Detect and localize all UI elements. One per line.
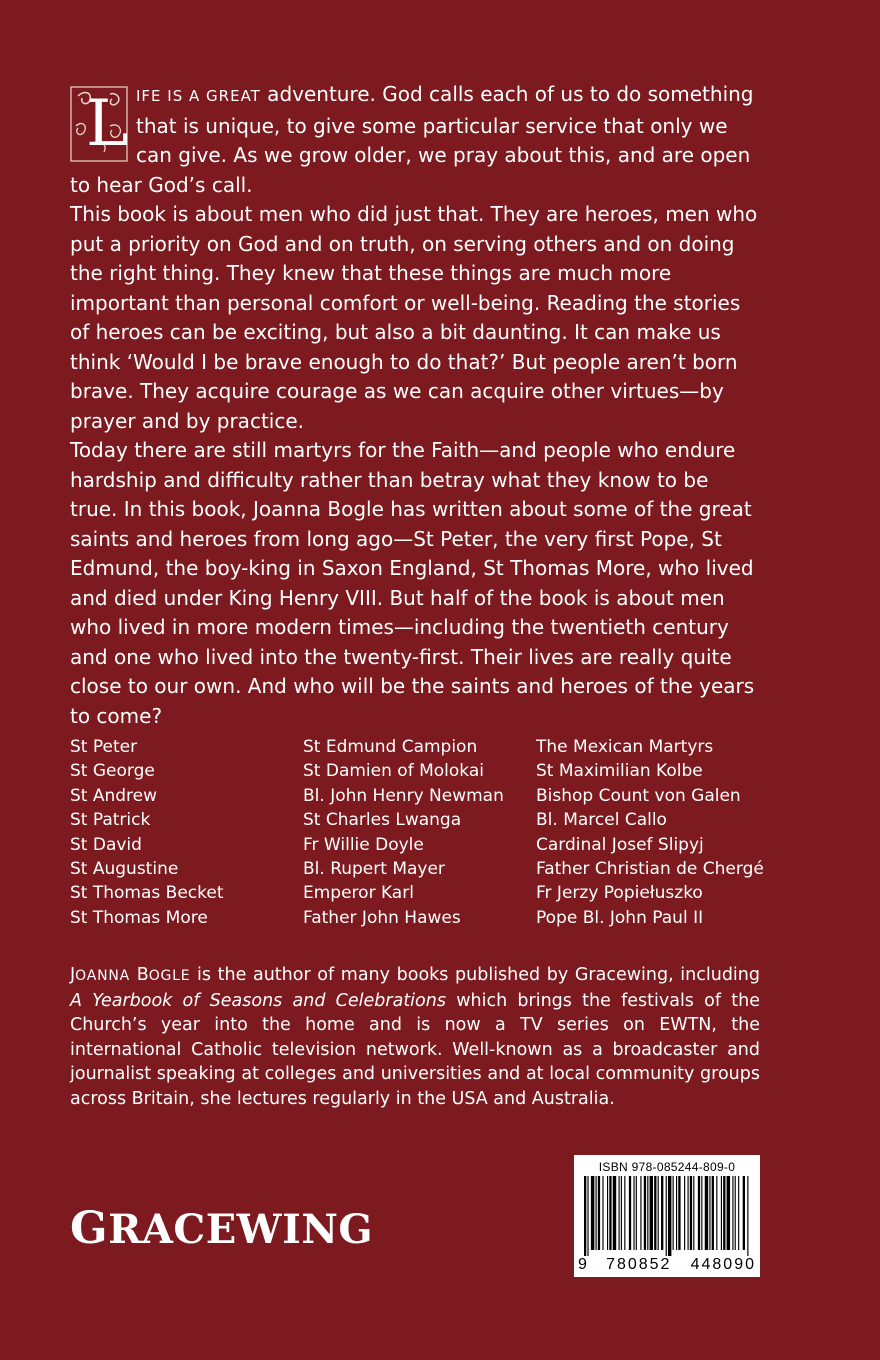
barcode-bar xyxy=(747,1176,748,1256)
hero-name: St David xyxy=(70,834,142,855)
publisher-logo xyxy=(70,1203,373,1254)
hero-name: St Charles Lwanga xyxy=(303,810,462,831)
barcode-bar xyxy=(591,1176,594,1250)
hero-name: St Thomas Becket xyxy=(70,883,224,904)
author-first-rest: OANNA xyxy=(75,968,131,984)
barcode-digits xyxy=(578,1256,756,1274)
author-bio-text-2: which brings the festivals of the Church’s year into the home and is now a TV series on EWTN, the international Catholic television network. Well-known as a broadcaster and journalist speaking at colleges and universities and at local community groups across Britain, she lectures regularly in the USA and Australia. xyxy=(70,990,760,1109)
barcode-bar xyxy=(688,1176,689,1250)
author-first-initial: J xyxy=(70,965,76,985)
barcode-bars-icon xyxy=(584,1176,750,1256)
hero-name: Bl. Rupert Mayer xyxy=(303,859,445,880)
barcode-digit-group: 780852 xyxy=(606,1256,672,1273)
hero-name: St Augustine xyxy=(70,859,179,880)
hero-name: Pope Bl. John Paul II xyxy=(536,907,704,928)
publisher-initial: G xyxy=(70,1203,109,1254)
hero-name: Fr Jerzy Popiełuszko xyxy=(536,883,703,904)
barcode-bar xyxy=(598,1176,600,1250)
hero-name: St Patrick xyxy=(70,810,151,831)
heroes-column-2 xyxy=(303,735,504,930)
barcode-bar xyxy=(721,1176,722,1250)
barcode-digit-group: 9 xyxy=(578,1256,587,1273)
barcode-bar xyxy=(629,1176,631,1250)
barcode-bar xyxy=(743,1176,745,1250)
hero-name: St Peter xyxy=(70,737,138,757)
heroes-column-3 xyxy=(536,735,764,930)
hero-name: Bl. John Henry Newman xyxy=(303,785,504,806)
hero-name: Bl. Marcel Callo xyxy=(536,810,667,831)
author-last-rest: OGLE xyxy=(148,968,191,984)
barcode-bar xyxy=(587,1176,588,1256)
blurb xyxy=(70,80,760,731)
publisher-rest: RACEWING xyxy=(108,1206,374,1253)
barcode-bar xyxy=(666,1176,667,1256)
barcode-bar xyxy=(654,1176,656,1250)
hero-name: St Andrew xyxy=(70,785,158,806)
book-title: A Yearbook of Seasons and Celebrations xyxy=(70,990,446,1011)
barcode-bar xyxy=(709,1176,710,1250)
hero-name: St Thomas More xyxy=(70,907,208,928)
hero-name: St Maximilian Kolbe xyxy=(536,761,703,782)
ornamental-dropcap-l xyxy=(70,86,128,162)
barcode-bar xyxy=(658,1176,659,1250)
barcode-bar xyxy=(607,1176,608,1250)
hero-name: St Edmund Campion xyxy=(303,737,478,757)
barcode-bar xyxy=(624,1176,625,1250)
hero-name: Father John Hawes xyxy=(303,907,461,928)
barcode-bar xyxy=(633,1176,634,1250)
barcode-bar xyxy=(640,1176,641,1250)
heroes-column-1 xyxy=(70,735,224,930)
author-bio-text-1: is the author of many books published by Gracewing, including xyxy=(190,965,760,985)
barcode-bar xyxy=(647,1176,648,1250)
isbn-barcode xyxy=(574,1155,760,1277)
barcode-bar xyxy=(673,1176,674,1250)
opening-smallcaps: IFE IS A GREAT xyxy=(136,87,261,105)
barcode-bar xyxy=(716,1176,717,1250)
barcode-bar xyxy=(596,1176,597,1250)
barcode-bar xyxy=(732,1176,733,1250)
hero-name: Emperor Karl xyxy=(303,883,414,904)
barcode-bar xyxy=(738,1176,739,1250)
barcode-bar xyxy=(723,1176,725,1250)
hero-name: Cardinal Josef Slipyj xyxy=(536,834,704,855)
isbn-label: ISBN 978-085244-809-0 xyxy=(598,1160,736,1174)
blurb-paragraph-2: This book is about men who did just that. They are heroes, men who put a priority on God and on truth, on serving others and on doing the right thing. They knew that these things are much more important than personal comfort or well-being. Reading the stories of heroes can be exciting, but also a bit daunting. It can make us think ‘Would I be brave enough to do that?’ But people aren’t born brave. They acquire courage as we can acquire other virtues—by prayer and by practice. xyxy=(70,202,758,433)
barcode-bar xyxy=(678,1176,680,1250)
hero-name: St George xyxy=(70,761,155,782)
hero-name: Father Christian de Chergé xyxy=(536,859,764,880)
barcode-bar xyxy=(727,1176,730,1250)
paragraph-1-text: adventure. God calls each of us to do something that is unique, to give some particular service that only we can give. As we grow older, we pray about this, and are open to hear God’s call. xyxy=(70,82,754,197)
barcode-bar xyxy=(684,1176,685,1250)
barcode-bar xyxy=(693,1176,694,1250)
dropcap-letter: L xyxy=(86,87,129,161)
barcode-bar xyxy=(650,1176,653,1250)
barcode-bar xyxy=(668,1176,671,1256)
hero-name: St Damien of Molokai xyxy=(303,761,484,782)
barcode-bar xyxy=(735,1176,736,1250)
barcode-bar xyxy=(712,1176,714,1250)
author-bio xyxy=(70,963,760,1112)
barcode-bar xyxy=(698,1176,700,1250)
barcode-bar xyxy=(609,1176,611,1250)
hero-name: Fr Willie Doyle xyxy=(303,834,424,855)
barcode-bar xyxy=(644,1176,646,1250)
blurb-paragraph-3: Today there are still martyrs for the Faith—and people who endure hardship and difficulty rather than betray what they know to be true. In this book, Joanna Bogle has written about some of the great saints and heroes from long ago—St Peter, the very first Pope, St Edmund, the boy-king in Saxon England, St Thomas More, who lived and died under King Henry VIII. But half of the book is about men who lived in more modern times—including the twentieth century and one who lived into the twenty-first. Their lives are really quite close to our own. And who will be the saints and heroes of the years to come? xyxy=(70,438,755,728)
barcode-bar xyxy=(613,1176,616,1250)
barcode-bar xyxy=(690,1176,692,1250)
barcode-bar xyxy=(701,1176,702,1250)
barcode-digit-group: 448090 xyxy=(690,1256,756,1273)
barcode-bar xyxy=(584,1176,586,1256)
barcode-bar xyxy=(705,1176,708,1250)
barcode-bar xyxy=(621,1176,622,1250)
barcode-bar xyxy=(602,1176,603,1250)
barcode-bar xyxy=(661,1176,663,1250)
barcode-bar xyxy=(636,1176,637,1250)
author-last-initial: B xyxy=(136,965,149,985)
barcode-bar xyxy=(619,1176,620,1250)
barcode-bar xyxy=(676,1176,677,1250)
hero-name: Bishop Count von Galen xyxy=(536,785,741,806)
blurb-paragraph-1 xyxy=(70,80,760,200)
hero-name: The Mexican Martyrs xyxy=(536,737,714,757)
